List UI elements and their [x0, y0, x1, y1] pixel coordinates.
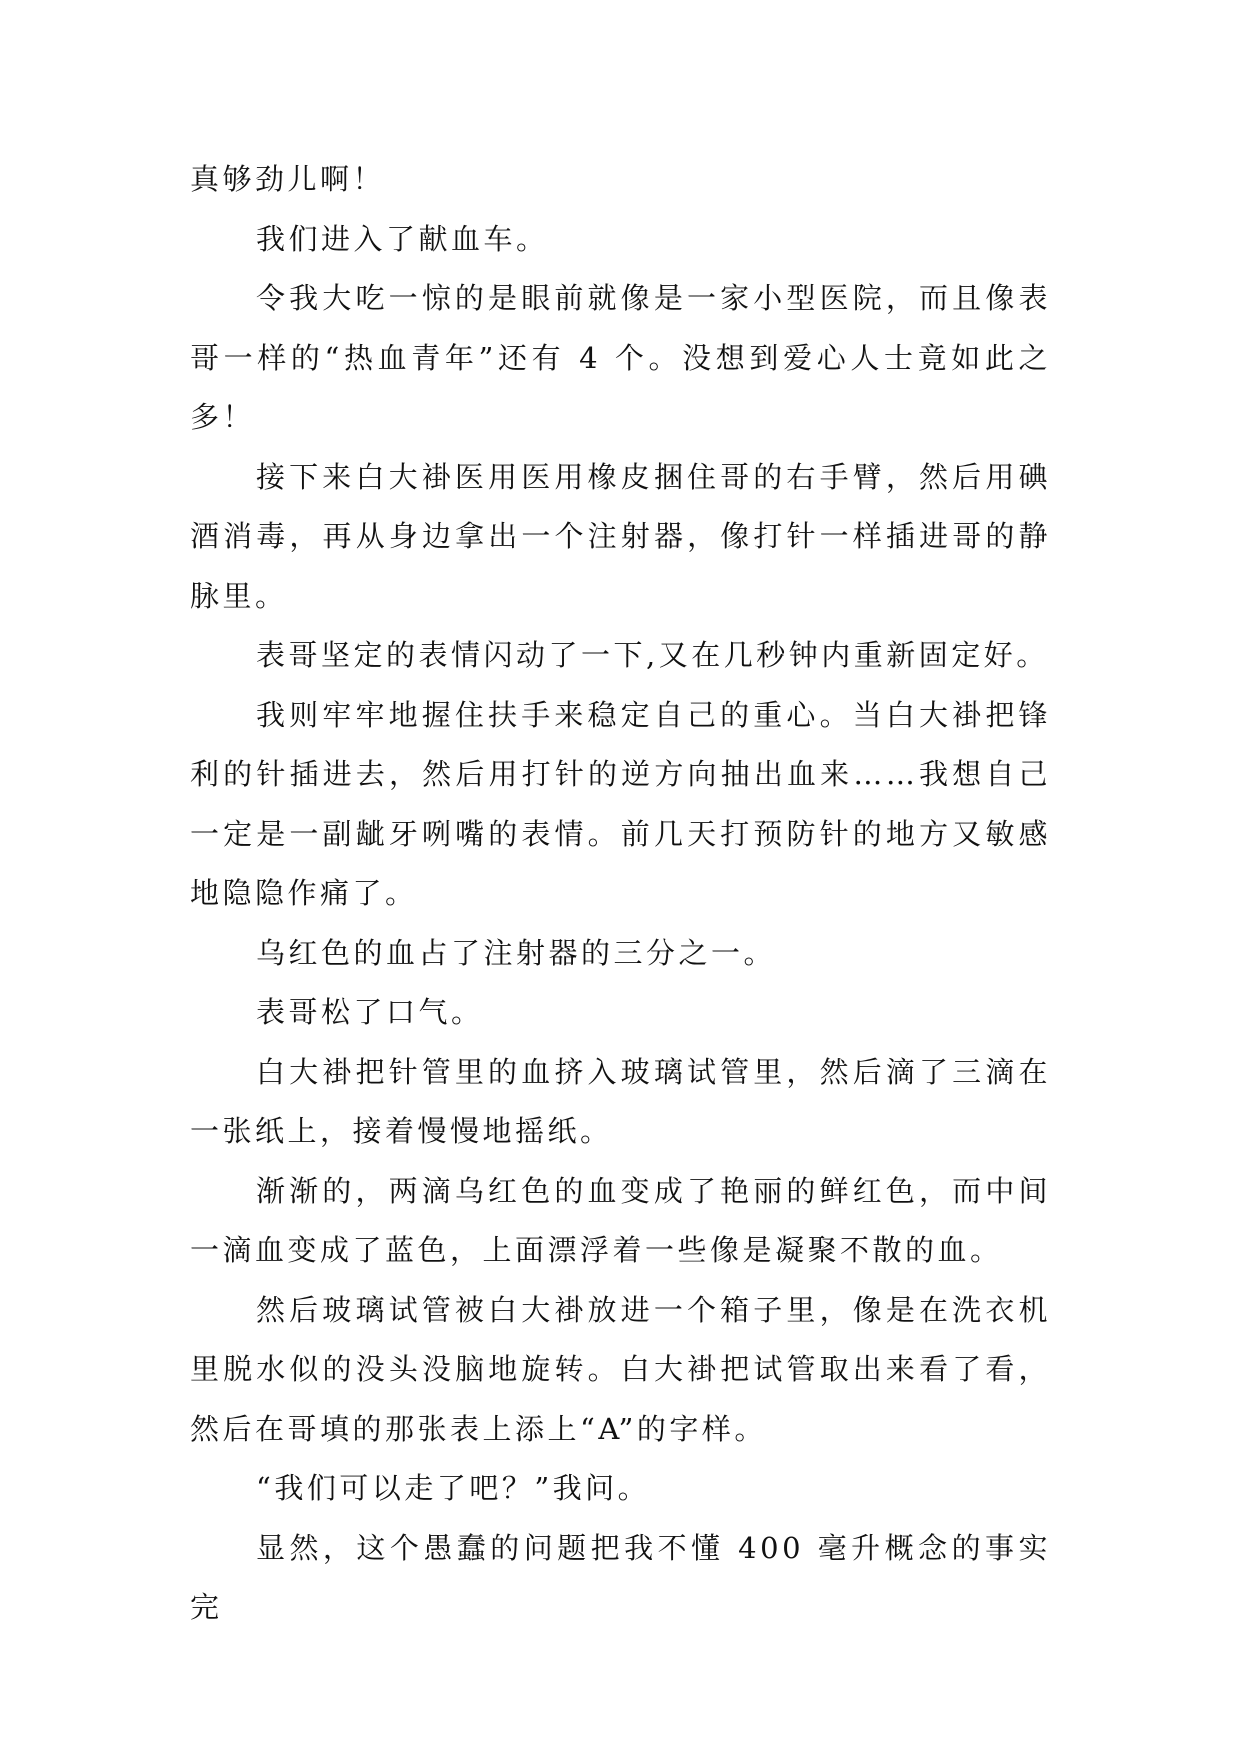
paragraph: 表哥松了口气。	[256, 995, 484, 1029]
paragraph: 我们进入了献血车。	[256, 221, 549, 256]
paragraph: 渐渐的，两滴乌红色的血变成了艳丽的鲜红色，而中间一滴血变成了蓝色，上面漂浮着一些像是凝聚不散的血。	[190, 1173, 1051, 1267]
paragraph-continuation: 真够劲儿啊！	[190, 162, 386, 196]
paragraph: “我们可以走了吧？”我问。	[256, 1471, 651, 1505]
paragraph: 乌红色的血占了注射器的三分之一。	[256, 935, 777, 970]
paragraph: 显然，这个愚蠢的问题把我不懂 400 毫升概念的事实完	[190, 1530, 1051, 1624]
paragraph: 白大褂把针管里的血挤入玻璃试管里，然后滴了三滴在一张纸上，接着慢慢地摇纸。	[190, 1054, 1051, 1148]
paragraph: 表哥坚定的表情闪动了一下,又在几秒钟内重新固定好。	[256, 638, 1049, 672]
document-body	[190, 150, 1051, 1638]
paragraph: 然后玻璃试管被白大褂放进一个箱子里，像是在洗衣机里脱水似的没头没脑地旋转。白大褂把试管取出来看了看，然后在哥填的那张表上添上“A”的字样。	[190, 1292, 1051, 1446]
paragraph: 我则牢牢地握住扶手来稳定自己的重心。当白大褂把锋利的针插进去，然后用打针的逆方向抽出血来……我想自己一定是一副龇牙咧嘴的表情。前几天打预防针的地方又敏感地隐隐作痛了。	[190, 697, 1051, 910]
paragraph: 接下来白大褂医用医用橡皮捆住哥的右手臂，然后用碘酒消毒，再从身边拿出一个注射器，像打针一样插进哥的静脉里。	[190, 459, 1051, 613]
paragraph: 令我大吃一惊的是眼前就像是一家小型医院，而且像表哥一样的“热血青年”还有 4 个。没想到爱心人士竟如此之多！	[190, 281, 1051, 434]
